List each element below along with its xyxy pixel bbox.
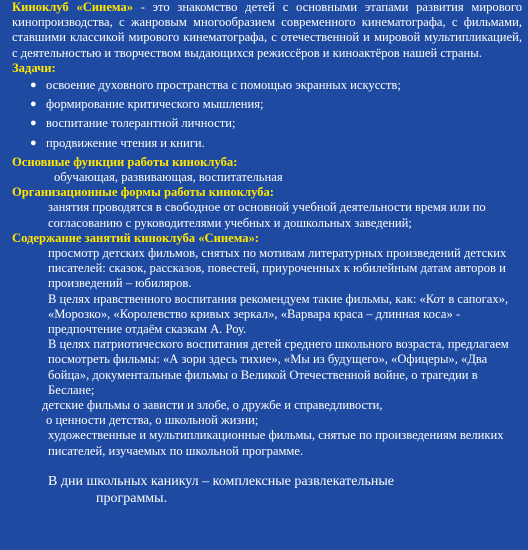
closing-line-2: программы.	[96, 490, 168, 506]
functions-text: обучающая, развивающая, воспитательная	[54, 170, 283, 185]
list-item: ● воспитание толерантной личности;	[30, 116, 236, 131]
club-name: Киноклуб «Синема»	[12, 0, 133, 14]
list-item: ● освоение духовного пространства с помощью экранных искусств;	[30, 78, 401, 93]
content-paragraph-2: В целях нравственного воспитания рекомендуем такие фильмы, как: «Кот в сапогах», «Морозко», «Королевство кривых зеркал», «Варвара краса – длинная коса» - предпочтение отдаём сказкам А. Роу.	[48, 291, 509, 337]
bullet-icon: ●	[30, 79, 37, 92]
content-paragraph-4: детские фильмы о зависти и злобе, о дружбе и справедливости,	[42, 398, 383, 413]
content-paragraph-6: художественные и мультипликационные фильмы, снятые по произведениям великих писателей, изучаемых по школьной программе.	[48, 428, 504, 458]
content-paragraph-3: В целях патриотического воспитания детей среднего школьного возраста, предлагаем посмотреть фильмы: «А зори здесь тихие», «Мы из будущего», «Офицеры», «Два бойца», документальные фильмы о Великой Отечественной войне, о трагедии в Беслане;	[48, 337, 509, 397]
content-paragraph-5: о ценности детства, о школьной жизни;	[46, 413, 259, 428]
tasks-list	[12, 78, 522, 151]
forms-heading: Организационные формы работы киноклуба:	[12, 185, 274, 200]
content-heading: Содержание занятий киноклуба «Синема»:	[12, 230, 259, 245]
bullet-icon: ●	[30, 117, 37, 130]
bullet-icon: ●	[30, 98, 37, 111]
intro-text: - это знакомство детей с основными этапами развития мирового кинопроизводства, с жанровым многообразием современного кинематографа, с фильмами, ставшими классикой мирового кинематографа, с отечественной и мировой мультипликацией, с деятельностью и творчеством выдающихся режиссёров и киноактёров нашей страны.	[12, 0, 523, 60]
functions-heading: Основные функции работы киноклуба:	[12, 154, 238, 169]
list-item: ● формирование критического мышления;	[30, 97, 264, 112]
forms-text: занятия проводятся в свободное от основной учебной деятельности время или по согласованию с руководителями учебных и дошкольных заведений;	[48, 200, 486, 230]
bullet-icon: ●	[30, 136, 37, 149]
closing-line-1: В дни школьных каникул – комплексные развлекательные	[48, 473, 394, 489]
tasks-heading: Задачи:	[12, 60, 56, 75]
content-paragraph-1: просмотр детских фильмов, снятых по мотивам литературных произведений детских писателей: сказок, рассказов, повестей, приуроченных к юбилейным датам авторов и произведений – юбиляров.	[48, 246, 507, 291]
closing-paragraph	[12, 473, 522, 507]
list-item: ● продвижение чтения и книги.	[30, 135, 205, 150]
intro-paragraph	[12, 0, 522, 61]
